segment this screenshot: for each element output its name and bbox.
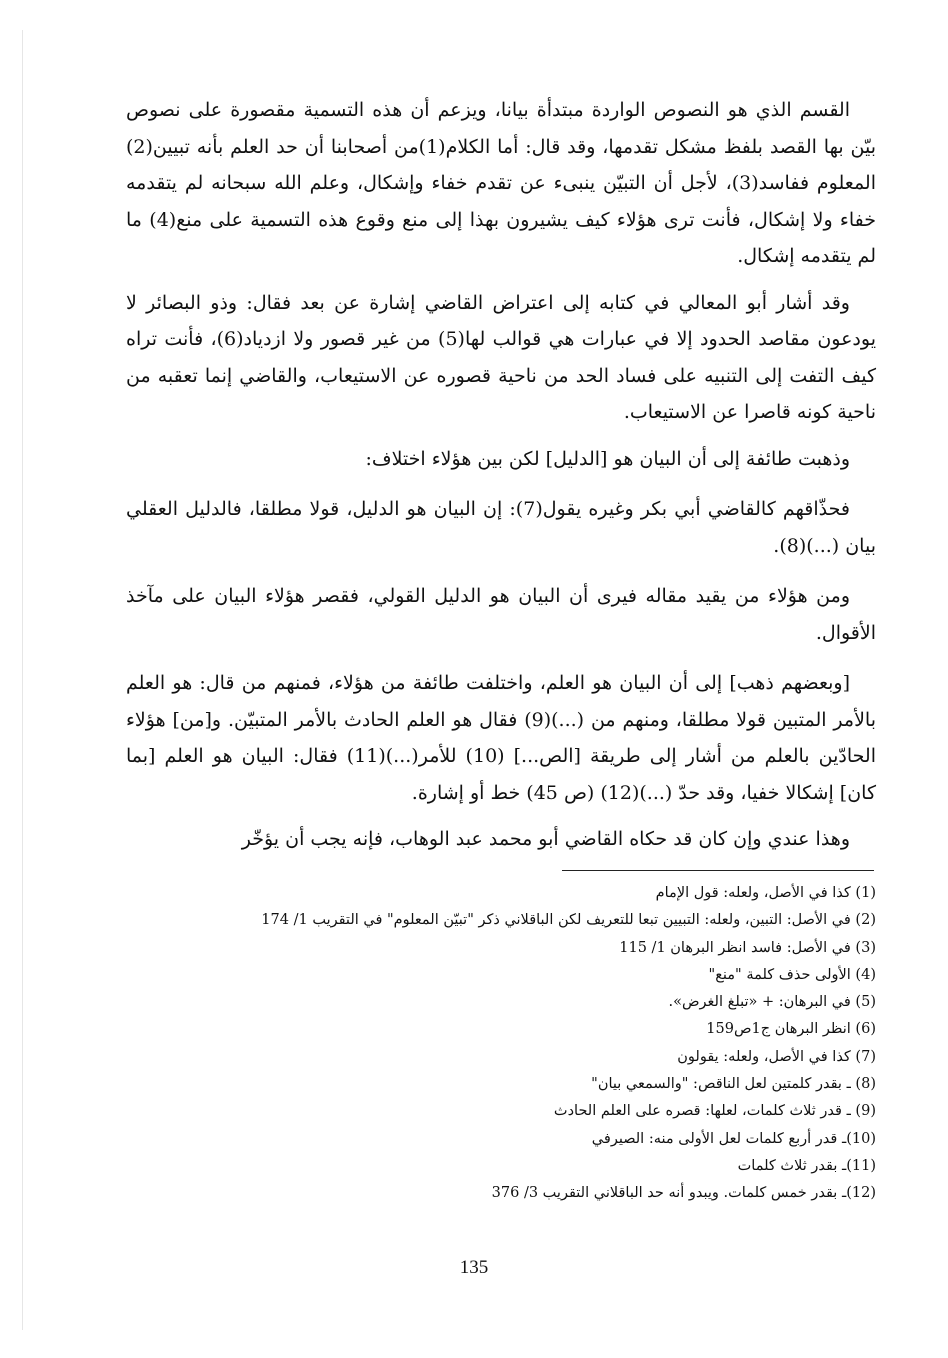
paragraph: القسم الذي هو النصوص الواردة مبتدأة بيانا، ويزعم أن هذه التسمية مقصورة على نصوص بيّن بها القصد بلفظ مشكل تقدمها، وقد قال: أما الكلام(1)من أصحابنا أن حد العلم بأنه تبيين(2) المعلوم ففاسد(3)، لأجل أن التبيّن ينبىء عن تقدم خفاء وإشكال، وعلم الله سبحانه لم يتقدمه خفاء ولا إشكال، فأنت ترى هؤلاء كيف يشيرون بهذا إلى منع وقوع هذه التسمية على منع(4) ما لم يتقدمه إشكال.	[126, 99, 876, 267]
footnotes	[150, 880, 876, 1208]
footnote: (6) انظر البرهان ج1ص159	[706, 1021, 876, 1038]
footnote: (2) في الأصل: التبين، ولعله: التبيين تبعا للتعريف لكن الباقلاني ذكر "تبيّن المعلوم" في التقريب 1/ 174	[261, 912, 876, 929]
page-edge-line	[22, 30, 23, 1330]
footnote: (7) كذا في الأصل، ولعله: يقولون	[677, 1048, 876, 1065]
footnote: (1) كذا في الأصل، ولعله: قول الإمام	[655, 885, 876, 901]
footnote: (3) في الأصل: فاسد انظر البرهان 1/ 115	[619, 939, 876, 956]
page-number: 135	[459, 1257, 489, 1278]
main-text	[126, 92, 876, 868]
paragraph: ومن هؤلاء من يقيد مقاله فيرى أن البيان هو الدليل القولي، فقصر هؤلاء البيان على مآخذ الأقوال.	[126, 585, 876, 644]
footnote: (10)ـ قدر أربع كلمات لعل الأولى منه: الصيرفي	[591, 1130, 876, 1147]
paragraph: فحذّاقهم كالقاضي أبي بكر وغيره يقول(7): إن البيان هو الدليل، قولا مطلقا، فالدليل العقلي بيان (...)(8).	[126, 498, 876, 557]
paragraph: [وبعضهم ذهب] إلى أن البيان هو العلم، واختلفت طائفة من هؤلاء، فمنهم من قال: هو العلم بالأمر المتبين قولا مطلقا، ومنهم من (...)(9) فقال هو العلم الحادث بالأمر المتبيّن. و[من] هؤلاء الحادّين بالعلم من أشار إلى طريقة [الص...] (10) للأمر(...)(11) فقال: البيان هو العلم [بما كان] إشكالا خفيا، وقد حدّ (...)(12) (ص 45) خط أو إشارة.	[126, 672, 876, 804]
paragraph: وذهبت طائفة إلى أن البيان هو [الدليل] لكن بين هؤلاء اختلاف:	[365, 447, 850, 470]
footnote-separator	[562, 870, 874, 871]
footnote: (11)ـ بقدر ثلاث كلمات	[737, 1157, 876, 1174]
paragraph: وهذا عندي وإن كان قد حكاه القاضي أبو محمد عبد الوهاب، فإنه يجب أن يؤخّر	[241, 828, 850, 850]
footnote: (9) ـ قدر ثلاث كلمات، لعلها: قصره على العلم الحادث	[553, 1103, 876, 1120]
footnote: (5) في البرهان: + «تبلغ الغرض».	[668, 994, 876, 1011]
footnote: (8) ـ بقدر كلمتين لعل الناقص: "والسمعي بيان"	[591, 1076, 876, 1093]
footnote: (4) الأولى حذف كلمة "منع"	[708, 966, 876, 983]
paragraph: وقد أشار أبو المعالي في كتابه إلى اعتراض القاضي إشارة عن بعد فقال: وذو البصائر لا يودعون مقاصد الحدود إلا في عبارات هي قوالب لها(5) من غير قصور ولا ازدياد(6)، فأنت تراه كيف التفت إلى التنبيه على فساد الحد من ناحية قصوره عن الاستيعاب، والقاضي إنما تعقبه من ناحية كونه قاصرا عن الاستيعاب.	[126, 291, 876, 423]
footnote: (12)ـ بقدر خمس كلمات. ويبدو أنه حد الباقلاني التقريب 3/ 376	[491, 1185, 876, 1202]
